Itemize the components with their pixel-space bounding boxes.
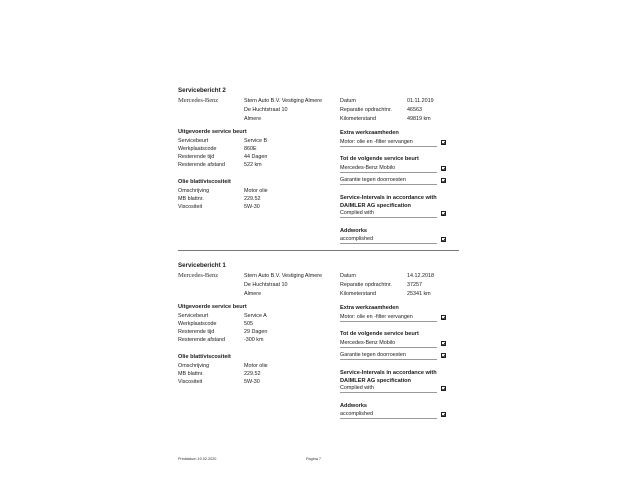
meta-order-number: Reparatie opdrachtnr. 46563 [340, 107, 422, 113]
table-row: Resterende tijd 44 Dagen [178, 154, 268, 160]
next-service-item: Mercedes-Benz Mobilo [340, 339, 445, 348]
report-title: Servicebericht 2 [178, 87, 226, 94]
checkbox-checked-icon [441, 412, 446, 417]
dealer-address: Stern Auto B.V. Vestiging Almere De Huchtstraat 10 Almere [244, 273, 323, 297]
meta-mileage: Kilometerstand 25341 km [340, 291, 431, 297]
dealer-address: Stern Auto B.V. Vestiging Almere De Huchtstraat 10 Almere [244, 98, 323, 122]
checkbox-checked-icon [441, 237, 446, 242]
meta-date: Datum 01.11.2019 [340, 98, 434, 104]
extra-work-heading: Extra werkzaamheden [340, 130, 399, 136]
intervals-item: Complied with [340, 209, 445, 218]
checkbox-checked-icon [441, 341, 446, 346]
extra-work-item: Motor: olie en -filter vervangen [340, 138, 445, 147]
checkbox-checked-icon [441, 140, 446, 145]
meta-order-number: Reparatie opdrachtnr. 37257 [340, 282, 422, 288]
report-meta [340, 272, 450, 299]
meta-date: Datum 14.12.2018 [340, 273, 434, 279]
next-service-item: Mercedes-Benz Mobilo [340, 164, 445, 173]
intervals-item: Complied with [340, 384, 445, 393]
checkbox-checked-icon [441, 315, 446, 320]
table-row: Viscositeit 5W-30 [178, 204, 260, 210]
table-row: Resterende tijd 29 Dagen [178, 329, 268, 335]
table-row: MB blattnr. 229.52 [178, 371, 261, 377]
checkbox-checked-icon [441, 353, 446, 358]
table-row: Werkplaatscode 505 [178, 321, 253, 327]
intervals-heading: Service-Intervals in accordance with DAIMLER AG specification [340, 370, 437, 384]
next-service-item: Garantie tegen doorroesten [340, 176, 445, 185]
oil-heading: Olie blatt/viscositeit [178, 354, 231, 360]
addworks-item: accomplished [340, 410, 445, 419]
oil-table [178, 362, 328, 386]
addworks-item: accomplished [340, 235, 445, 244]
next-service-item: Garantie tegen doorroesten [340, 351, 445, 360]
mercedes-benz-logo: Mercedes-Benz [178, 272, 219, 279]
oil-table [178, 187, 328, 211]
extra-work-item: Motor: olie en -filter vervangen [340, 313, 445, 322]
oil-heading: Olie blatt/viscositeit [178, 179, 231, 185]
table-row: Viscositeit 5W-30 [178, 379, 260, 385]
meta-mileage: Kilometerstand 49819 km [340, 116, 431, 122]
service-table [178, 137, 328, 169]
extra-work-heading: Extra werkzaamheden [340, 305, 399, 311]
table-row: Omschrijving Motor olie [178, 363, 268, 369]
table-row: Servicebeurt Service A [178, 313, 267, 319]
table-row: Omschrijving Motor olie [178, 188, 268, 194]
addworks-heading: Addworks [340, 403, 368, 409]
service-heading: Uitgevoerde service beurt [178, 129, 247, 135]
checkbox-checked-icon [441, 166, 446, 171]
page-number: Pagina 7 [306, 457, 321, 461]
service-table [178, 312, 328, 344]
table-row: Werkplaatscode 860E [178, 146, 257, 152]
service-heading: Uitgevoerde service beurt [178, 304, 247, 310]
checkbox-checked-icon [441, 178, 446, 183]
table-row: Resterende afstand -300 km [178, 337, 264, 343]
intervals-heading: Service-Intervals in accordance with DAIMLER AG specification [340, 195, 437, 209]
report-meta [340, 97, 450, 124]
next-service-heading: Tot de volgende service beurt [340, 156, 419, 162]
checkbox-checked-icon [441, 386, 446, 391]
section-divider [178, 250, 459, 251]
mercedes-benz-logo: Mercedes-Benz [178, 97, 219, 104]
table-row: MB blattnr. 229.52 [178, 196, 261, 202]
addworks-heading: Addworks [340, 228, 368, 234]
print-date: Printdatum 19.02.2020 [178, 457, 217, 461]
next-service-heading: Tot de volgende service beurt [340, 331, 419, 337]
table-row: Servicebeurt Service B [178, 138, 268, 144]
report-title: Servicebericht 1 [178, 262, 226, 269]
checkbox-checked-icon [441, 211, 446, 216]
table-row: Resterende afstand 522 km [178, 162, 262, 168]
